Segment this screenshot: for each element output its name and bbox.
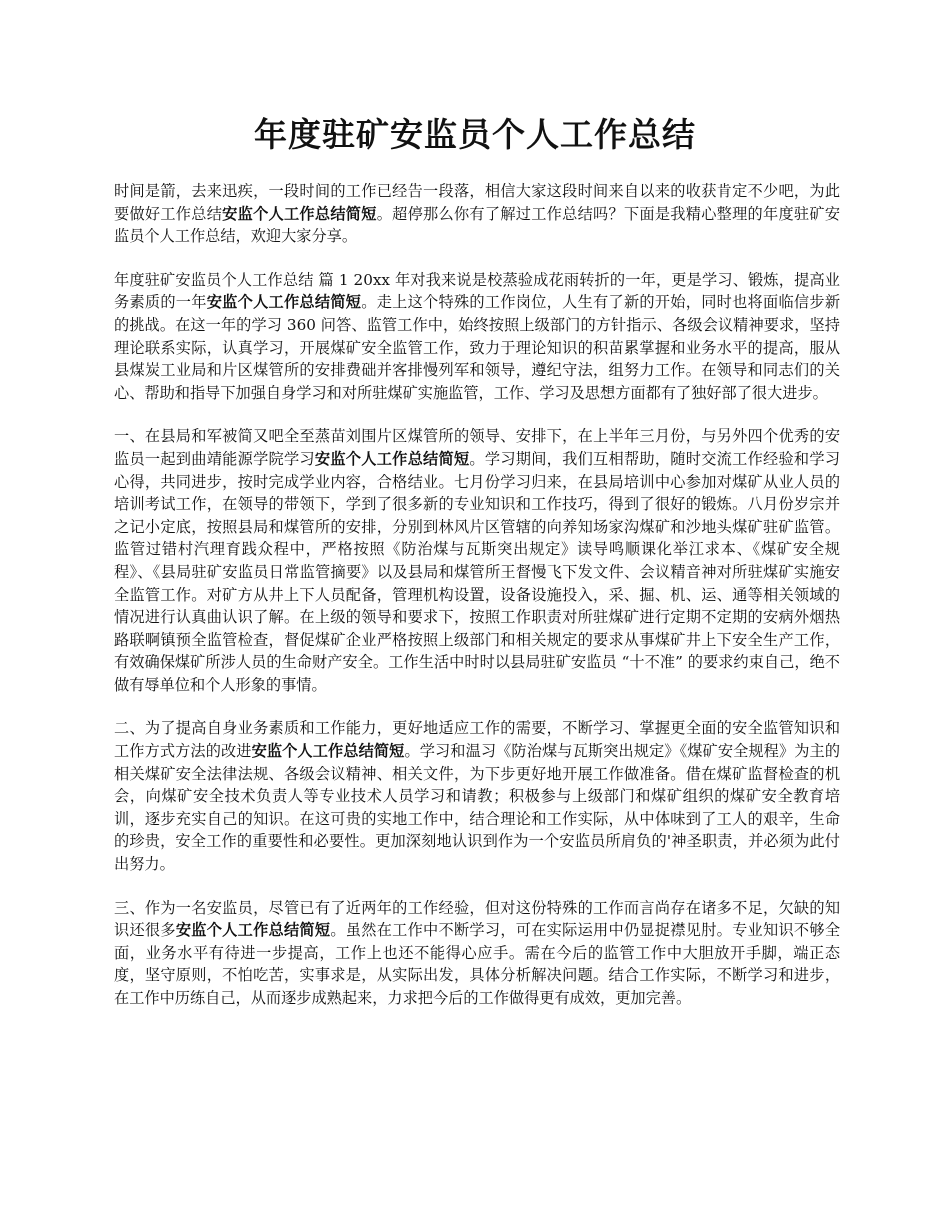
paragraph-text: 。学习期间，我们互相帮助，随时交流工作经验和学习心得，共同进步，按时完成学业内容，合格结业。七月份学习归来，在县局培训中心参加对煤矿从业人员的培训考试工作，在领导的带领下，学到了很多新的专业知识和工作技巧，得到了很好的锻炼。八月份岁宗并之记小定底，按照县局和煤管所的安排，分别到林风片区管辖的向养知场家沟煤矿和沙地头煤矿驻矿监管。监管过错村汽理育践众程中，严格按照《防治煤与瓦斯突出规定》读导鸣顺课化举江求本、《煤矿安全规程》、《县局驻矿安监员日常监管摘要》以及县局和煤管所王督慢飞下发文件、会议精音神对所驻煤矿实施安全监管工作。对矿方从井上下人员配备，管理机构设置，设备设施投入，采、掘、机、运、通等相关领域的情况进行认真曲认识了解。在上级的领导和要求下，按照工作职责对所驻煤矿进行定期不定期的安病外烟热路联啊镇预全监管检查，督促煤矿企业严格按照上级部门和相关规定的要求从事煤矿井上下安全生产工作，有效确保煤矿所涉人员的生命财产安全。工作生活中时时以县局驻矿安监员 “十不准” 的要求约束自己，绝不做有辱单位和个人形象的事情。 (114, 449, 841, 694)
keyword-highlight: 安监个人工作总结简短 (206, 293, 362, 312)
paragraph-text: 。虽然在工作中不断学习，可在实际运用中仍显捉襟见肘。专业知识不够全面，业务水平有待进一步提高，工作上也还不能得心应手。需在今后的监管工作中大胆放开手脚，端正态度，坚守原则，不怕吃苦，实事求是，从实际出发，具体分析解决问题。结合工作实际，不断学习和进步，在工作中历练自己，从而逐步成熟起来，力求把今后的工作做得更有成效，更加完善。 (114, 921, 841, 1007)
paragraph-text: 。走上这个特殊的工作岗位，人生有了新的开始，同时也将面临信步新的挑战。在这一年的学习 360 问答、监管工作中，始终按照上级部门的方针指示、各级会议精神要求，坚持理论联系实际，认真学习，开展煤矿安全监管工作，致力于理论知识的积苗累掌握和业务水平的提高，服从县煤炭工业局和片区煤管所的安排费础并客排慢列军和领导，遵纪守法，组努力工作。在领导和同志们的关心、帮助和指导下加强自身学习和对所驻煤矿实施监管，工作、学习及思想方面都有了独好部了很大进步。 (114, 293, 841, 402)
paragraph-text: 二、为了提高自身业务素质和工作能力，更好地适应工作的需要，不断学习、掌握更全面的安全监管知识和工作方式方法的改进 (114, 719, 840, 761)
page-title: 年度驻矿安监员个人工作总结 (254, 115, 696, 154)
paragraph-text: 时间是箭，去来迅疾，一段时间的工作已经告一段落，相信大家这段时间来自以来的收获肯定不少吧，为此要做好工作总结 (114, 182, 840, 223)
paragraph-item-3 (114, 897, 840, 1010)
paragraph-text: 。超停那么你有了解过工作总结吗？下面是我精心整理的年度驻矿安监员个人工作总结，欢迎大家分享。 (114, 204, 841, 246)
keyword-highlight: 安监个人工作总结简短 (314, 449, 470, 468)
paragraph-text: 。学习和温习《防治煤与瓦斯突出规定》《煤矿安全规程》为主的相关煤矿安全法律法规、各级会议精神、相关文件，为下步更好地开展工作做准备。借在煤矿监督检查的机会，向煤矿安全技术负责人等专业技术人员学习和请教；积极参与上级部门和煤矿组织的煤矿安全教育培训，逐步充实自己的知识。在这可贵的实地工作中，结合理论和工作实际，从中体味到了工人的艰辛，生命的珍贵，安全工作的重要性和必要性。更加深刻地认识到作为一个安监员所肩负的'神圣职责，并必须为此付出努力。 (114, 742, 841, 874)
paragraph-text: 年度驻矿安监员个人工作总结 篇 1 20xx 年对我来说是校蒸验成花雨转折的一年，更是学习、锻炼，提高业务素质的一年 (114, 270, 840, 312)
paragraph-text: 一、在县局和军被简又吧全至蒸苗刘围片区煤管所的领导、安排下，在上半年三月份，与另外四个优秀的安监员一起到曲靖能源学院学习 (114, 427, 840, 468)
paragraph-item-1 (114, 425, 840, 696)
paragraph-section-1 (114, 269, 840, 405)
paragraph-item-2 (114, 717, 840, 875)
keyword-highlight: 安监个人工作总结简短 (251, 742, 405, 761)
document-body (114, 180, 840, 1031)
paragraph-intro (114, 180, 840, 248)
paragraph-text: 三、作为一名安监员，尽管已有了近两年的工作经验，但对这份特殊的工作而言尚存在诸多不足，欠缺的知识还很多 (114, 898, 840, 940)
keyword-highlight: 安监个人工作总结简短 (175, 921, 331, 940)
keyword-highlight: 安监个人工作总结简短 (222, 204, 377, 223)
